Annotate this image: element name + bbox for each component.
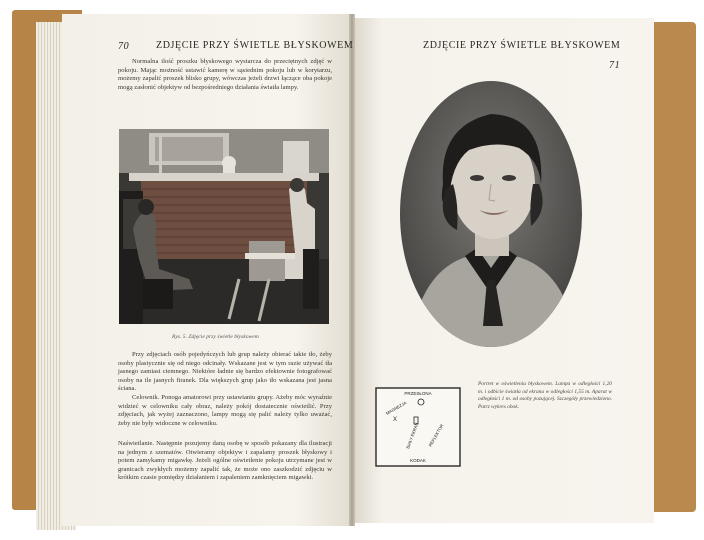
right-page-header: ZDJĘCIE PRZY ŚWIETLE BŁYSKOWEM [423,40,621,51]
book-spine [349,14,355,526]
diagram-center-label: BIAŁY EKRAN [405,421,420,450]
left-paragraph-1: Normalna ilość proszku błyskowego wystarcza do przeciętnych zdjęć w pokoju. Mając możność ustawić kamerę w sąsiednim pokoju lub w korytarzu, możemy zapalić proszek blisko grupy, wówczas jeżeli drzwi łączące oba pokoje mogą zasłonić objektyw od bezpośredniego działania światła lampy. [118,58,332,91]
left-paragraph-4: Naświetlanie. Następnie pozujemy daną osobę w sposób pokazany dla ilustracji na jednym z szematów. Otwieramy objektyw i zapalamy proszek błyskowy i potem zamykamy migawkę. Jeżeli ogólne oświetlenie pokoju utrzymane jest w granicach zwykłych możemy zapalić tak, że może ono zaszkodzić zdjęciu w krótkim czasie pomiędzy działaniem i zapaleniem zamknięciem migawki. [118,440,332,482]
diagram-x-mark: X [393,417,398,423]
diagram-left-label: MAGNEZJA [385,400,408,416]
lighting-diagram [375,387,461,467]
portrait-caption: Portret w oświetleniu błyskowem. Lampa w odległości 1,20 m. i odbicie światła od ekranu w odległości 1,55 m. Aparat w odległości 1 m. od osoby pozującej. Szczegóły przewiedziono. Patrz wykres obok. [478,381,612,410]
figure-caption: Rys. 5. Zdjęcie przy świetle błyskowem [172,334,259,340]
diagram-right-label: REFLEKTOR [427,423,445,448]
left-page-header: ZDJĘCIE PRZY ŚWIETLE BŁYSKOWEM [156,40,354,51]
fireplace-photo [119,129,329,324]
diagram-bottom-label: KODAK [410,458,426,463]
left-page-number: 70 [118,41,130,52]
right-page-number: 71 [609,60,621,71]
oval-portrait-photo [399,80,583,349]
left-paragraph-3: Celownik. Ponoga amatorowi przy ustawianiu grupy. Ażeby móc wyraźnie widzieć w celowniku cały obraz, należy pokój dostatecznie oświetlić. Przy zdjęciach, jak wyżej zaznaczono, lampy mogą się palić należy tylko uważać, żeby nie były widoczne w celowniku. [118,394,332,427]
left-paragraph-2: Przy zdjęciach osób pojedyńczych lub grup należy obierać takie tło, żeby osoby plastycznie się od niego odcinały. Wskazane jest w tym razie używać tła jasnego zamiast ciemnego. Niektóre ładnie się bardzo efektownie fotografować osoby na tle jasnych firanek. Dla większych grup jako tło wskazana jest jasna ściana. [118,351,332,393]
diagram-top-label: PRZESŁONA [404,391,432,396]
